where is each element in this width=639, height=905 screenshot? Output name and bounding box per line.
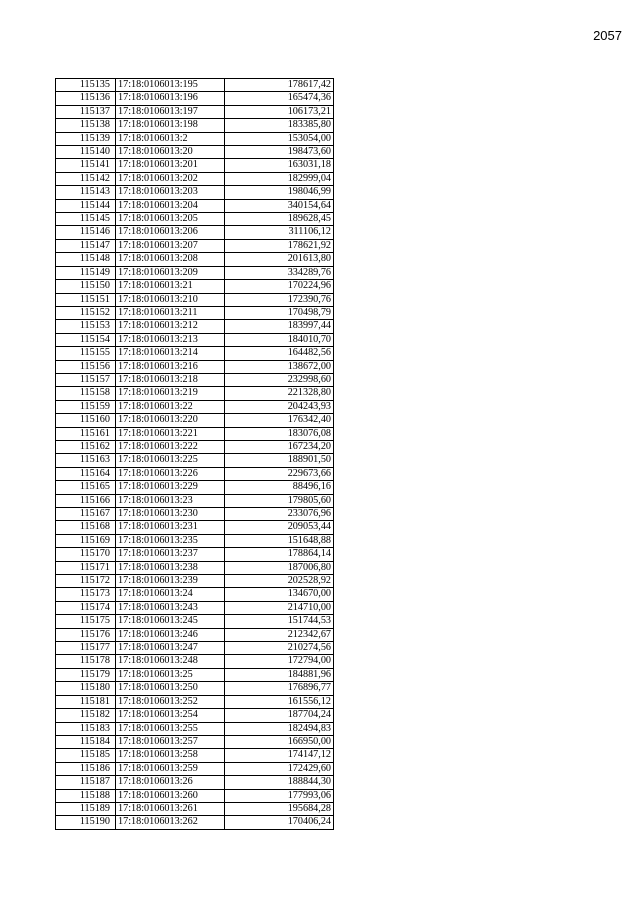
row-number-cell: 115169	[56, 534, 116, 547]
table-row	[56, 508, 334, 521]
table-row	[56, 534, 334, 547]
row-number-cell: 115155	[56, 347, 116, 360]
cadastral-number-cell: 17:18:0106013:254	[116, 709, 225, 722]
row-number-cell: 115162	[56, 440, 116, 453]
table-row	[56, 601, 334, 614]
table-row	[56, 306, 334, 319]
value-cell: 202528,92	[225, 575, 334, 588]
cadastral-number-cell: 17:18:0106013:255	[116, 722, 225, 735]
table-row	[56, 172, 334, 185]
table-row	[56, 199, 334, 212]
value-cell: 188901,50	[225, 454, 334, 467]
cadastral-number-cell: 17:18:0106013:197	[116, 105, 225, 118]
row-number-cell: 115166	[56, 494, 116, 507]
table-row	[56, 789, 334, 802]
table-row	[56, 722, 334, 735]
cadastral-number-cell: 17:18:0106013:24	[116, 588, 225, 601]
table-row	[56, 709, 334, 722]
row-number-cell: 115184	[56, 735, 116, 748]
cadastral-number-cell: 17:18:0106013:245	[116, 615, 225, 628]
value-cell: 183385,80	[225, 119, 334, 132]
row-number-cell: 115135	[56, 79, 116, 92]
row-number-cell: 115163	[56, 454, 116, 467]
cadastral-number-cell: 17:18:0106013:211	[116, 306, 225, 319]
row-number-cell: 115159	[56, 400, 116, 413]
cadastral-number-cell: 17:18:0106013:258	[116, 749, 225, 762]
value-cell: 182494,83	[225, 722, 334, 735]
table-row	[56, 414, 334, 427]
row-number-cell: 115150	[56, 280, 116, 293]
row-number-cell: 115178	[56, 655, 116, 668]
registry-table-body	[56, 79, 334, 830]
cadastral-number-cell: 17:18:0106013:229	[116, 481, 225, 494]
page-number: 2057	[593, 28, 622, 43]
row-number-cell: 115168	[56, 521, 116, 534]
table-row	[56, 588, 334, 601]
value-cell: 210274,56	[225, 642, 334, 655]
cadastral-number-cell: 17:18:0106013:226	[116, 467, 225, 480]
cadastral-number-cell: 17:18:0106013:206	[116, 226, 225, 239]
cadastral-number-cell: 17:18:0106013:21	[116, 280, 225, 293]
cadastral-number-cell: 17:18:0106013:219	[116, 387, 225, 400]
row-number-cell: 115157	[56, 373, 116, 386]
value-cell: 138672,00	[225, 360, 334, 373]
value-cell: 151744,53	[225, 615, 334, 628]
row-number-cell: 115187	[56, 776, 116, 789]
value-cell: 189628,45	[225, 213, 334, 226]
table-row	[56, 575, 334, 588]
value-cell: 176896,77	[225, 682, 334, 695]
table-row	[56, 816, 334, 829]
value-cell: 201613,80	[225, 253, 334, 266]
cadastral-number-cell: 17:18:0106013:225	[116, 454, 225, 467]
row-number-cell: 115139	[56, 132, 116, 145]
value-cell: 170498,79	[225, 306, 334, 319]
table-row	[56, 427, 334, 440]
value-cell: 172794,00	[225, 655, 334, 668]
table-row	[56, 400, 334, 413]
cadastral-number-cell: 17:18:0106013:238	[116, 561, 225, 574]
cadastral-number-cell: 17:18:0106013:259	[116, 762, 225, 775]
table-row	[56, 668, 334, 681]
row-number-cell: 115154	[56, 333, 116, 346]
table-row	[56, 642, 334, 655]
cadastral-number-cell: 17:18:0106013:235	[116, 534, 225, 547]
table-row	[56, 802, 334, 815]
table-row	[56, 213, 334, 226]
row-number-cell: 115171	[56, 561, 116, 574]
cadastral-number-cell: 17:18:0106013:216	[116, 360, 225, 373]
cadastral-number-cell: 17:18:0106013:201	[116, 159, 225, 172]
table-row	[56, 132, 334, 145]
cadastral-number-cell: 17:18:0106013:207	[116, 239, 225, 252]
cadastral-number-cell: 17:18:0106013:20	[116, 146, 225, 159]
value-cell: 183076,08	[225, 427, 334, 440]
cadastral-number-cell: 17:18:0106013:214	[116, 347, 225, 360]
table-row	[56, 239, 334, 252]
value-cell: 164482,56	[225, 347, 334, 360]
row-number-cell: 115167	[56, 508, 116, 521]
table-row	[56, 762, 334, 775]
table-row	[56, 695, 334, 708]
row-number-cell: 115152	[56, 306, 116, 319]
row-number-cell: 115138	[56, 119, 116, 132]
value-cell: 174147,12	[225, 749, 334, 762]
table-row	[56, 105, 334, 118]
cadastral-number-cell: 17:18:0106013:243	[116, 601, 225, 614]
value-cell: 176342,40	[225, 414, 334, 427]
value-cell: 182999,04	[225, 172, 334, 185]
value-cell: 184010,70	[225, 333, 334, 346]
table-row	[56, 266, 334, 279]
table-row	[56, 682, 334, 695]
cadastral-number-cell: 17:18:0106013:23	[116, 494, 225, 507]
table-row	[56, 548, 334, 561]
table-row	[56, 494, 334, 507]
table-row	[56, 159, 334, 172]
value-cell: 163031,18	[225, 159, 334, 172]
cadastral-number-cell: 17:18:0106013:262	[116, 816, 225, 829]
row-number-cell: 115141	[56, 159, 116, 172]
row-number-cell: 115148	[56, 253, 116, 266]
cadastral-number-cell: 17:18:0106013:209	[116, 266, 225, 279]
table-row	[56, 360, 334, 373]
row-number-cell: 115142	[56, 172, 116, 185]
table-row	[56, 387, 334, 400]
row-number-cell: 115144	[56, 199, 116, 212]
table-row	[56, 467, 334, 480]
value-cell: 209053,44	[225, 521, 334, 534]
table-row	[56, 92, 334, 105]
row-number-cell: 115147	[56, 239, 116, 252]
value-cell: 195684,28	[225, 802, 334, 815]
cadastral-number-cell: 17:18:0106013:222	[116, 440, 225, 453]
table-row	[56, 333, 334, 346]
row-number-cell: 115181	[56, 695, 116, 708]
table-row	[56, 454, 334, 467]
row-number-cell: 115137	[56, 105, 116, 118]
table-row	[56, 373, 334, 386]
cadastral-number-cell: 17:18:0106013:220	[116, 414, 225, 427]
row-number-cell: 115153	[56, 320, 116, 333]
row-number-cell: 115156	[56, 360, 116, 373]
value-cell: 178621,92	[225, 239, 334, 252]
value-cell: 198473,60	[225, 146, 334, 159]
cadastral-number-cell: 17:18:0106013:246	[116, 628, 225, 641]
cadastral-number-cell: 17:18:0106013:203	[116, 186, 225, 199]
table-row	[56, 481, 334, 494]
row-number-cell: 115185	[56, 749, 116, 762]
row-number-cell: 115186	[56, 762, 116, 775]
row-number-cell: 115179	[56, 668, 116, 681]
row-number-cell: 115174	[56, 601, 116, 614]
row-number-cell: 115140	[56, 146, 116, 159]
value-cell: 188844,30	[225, 776, 334, 789]
cadastral-number-cell: 17:18:0106013:196	[116, 92, 225, 105]
table-row	[56, 615, 334, 628]
row-number-cell: 115173	[56, 588, 116, 601]
row-number-cell: 115164	[56, 467, 116, 480]
value-cell: 311106,12	[225, 226, 334, 239]
value-cell: 187006,80	[225, 561, 334, 574]
cadastral-number-cell: 17:18:0106013:239	[116, 575, 225, 588]
row-number-cell: 115160	[56, 414, 116, 427]
row-number-cell: 115182	[56, 709, 116, 722]
table-row	[56, 735, 334, 748]
registry-table	[55, 78, 334, 830]
value-cell: 178864,14	[225, 548, 334, 561]
value-cell: 167234,20	[225, 440, 334, 453]
cadastral-number-cell: 17:18:0106013:198	[116, 119, 225, 132]
cadastral-number-cell: 17:18:0106013:247	[116, 642, 225, 655]
cadastral-number-cell: 17:18:0106013:248	[116, 655, 225, 668]
row-number-cell: 115146	[56, 226, 116, 239]
cadastral-number-cell: 17:18:0106013:252	[116, 695, 225, 708]
cadastral-number-cell: 17:18:0106013:210	[116, 293, 225, 306]
cadastral-number-cell: 17:18:0106013:202	[116, 172, 225, 185]
value-cell: 88496,16	[225, 481, 334, 494]
value-cell: 166950,00	[225, 735, 334, 748]
value-cell: 221328,80	[225, 387, 334, 400]
value-cell: 161556,12	[225, 695, 334, 708]
table-row	[56, 776, 334, 789]
row-number-cell: 115177	[56, 642, 116, 655]
cadastral-number-cell: 17:18:0106013:2	[116, 132, 225, 145]
table-row	[56, 628, 334, 641]
value-cell: 172390,76	[225, 293, 334, 306]
row-number-cell: 115189	[56, 802, 116, 815]
table-row	[56, 146, 334, 159]
cadastral-number-cell: 17:18:0106013:204	[116, 199, 225, 212]
row-number-cell: 115180	[56, 682, 116, 695]
row-number-cell: 115170	[56, 548, 116, 561]
row-number-cell: 115172	[56, 575, 116, 588]
row-number-cell: 115183	[56, 722, 116, 735]
cadastral-number-cell: 17:18:0106013:237	[116, 548, 225, 561]
value-cell: 170406,24	[225, 816, 334, 829]
table-row	[56, 253, 334, 266]
table-row	[56, 655, 334, 668]
value-cell: 204243,93	[225, 400, 334, 413]
table-row	[56, 749, 334, 762]
row-number-cell: 115136	[56, 92, 116, 105]
value-cell: 232998,60	[225, 373, 334, 386]
row-number-cell: 115190	[56, 816, 116, 829]
row-number-cell: 115175	[56, 615, 116, 628]
row-number-cell: 115143	[56, 186, 116, 199]
value-cell: 151648,88	[225, 534, 334, 547]
value-cell: 134670,00	[225, 588, 334, 601]
row-number-cell: 115151	[56, 293, 116, 306]
value-cell: 153054,00	[225, 132, 334, 145]
row-number-cell: 115188	[56, 789, 116, 802]
row-number-cell: 115149	[56, 266, 116, 279]
value-cell: 184881,96	[225, 668, 334, 681]
value-cell: 334289,76	[225, 266, 334, 279]
table-row	[56, 440, 334, 453]
cadastral-number-cell: 17:18:0106013:221	[116, 427, 225, 440]
cadastral-number-cell: 17:18:0106013:26	[116, 776, 225, 789]
cadastral-number-cell: 17:18:0106013:195	[116, 79, 225, 92]
cadastral-number-cell: 17:18:0106013:231	[116, 521, 225, 534]
cadastral-number-cell: 17:18:0106013:22	[116, 400, 225, 413]
value-cell: 187704,24	[225, 709, 334, 722]
value-cell: 172429,60	[225, 762, 334, 775]
cadastral-number-cell: 17:18:0106013:250	[116, 682, 225, 695]
value-cell: 177993,06	[225, 789, 334, 802]
value-cell: 170224,96	[225, 280, 334, 293]
value-cell: 198046,99	[225, 186, 334, 199]
value-cell: 179805,60	[225, 494, 334, 507]
cadastral-number-cell: 17:18:0106013:218	[116, 373, 225, 386]
table-row	[56, 521, 334, 534]
value-cell: 178617,42	[225, 79, 334, 92]
value-cell: 229673,66	[225, 467, 334, 480]
row-number-cell: 115158	[56, 387, 116, 400]
row-number-cell: 115176	[56, 628, 116, 641]
table-row	[56, 226, 334, 239]
cadastral-number-cell: 17:18:0106013:212	[116, 320, 225, 333]
value-cell: 214710,00	[225, 601, 334, 614]
table-row	[56, 347, 334, 360]
table-row	[56, 186, 334, 199]
row-number-cell: 115145	[56, 213, 116, 226]
table-row	[56, 280, 334, 293]
value-cell: 183997,44	[225, 320, 334, 333]
table-row	[56, 320, 334, 333]
cadastral-number-cell: 17:18:0106013:261	[116, 802, 225, 815]
cadastral-number-cell: 17:18:0106013:208	[116, 253, 225, 266]
table-row	[56, 293, 334, 306]
cadastral-number-cell: 17:18:0106013:25	[116, 668, 225, 681]
value-cell: 212342,67	[225, 628, 334, 641]
row-number-cell: 115161	[56, 427, 116, 440]
table-row	[56, 79, 334, 92]
cadastral-number-cell: 17:18:0106013:230	[116, 508, 225, 521]
cadastral-number-cell: 17:18:0106013:257	[116, 735, 225, 748]
row-number-cell: 115165	[56, 481, 116, 494]
cadastral-number-cell: 17:18:0106013:205	[116, 213, 225, 226]
value-cell: 106173,21	[225, 105, 334, 118]
table-row	[56, 119, 334, 132]
table-row	[56, 561, 334, 574]
cadastral-number-cell: 17:18:0106013:260	[116, 789, 225, 802]
value-cell: 340154,64	[225, 199, 334, 212]
value-cell: 165474,36	[225, 92, 334, 105]
value-cell: 233076,96	[225, 508, 334, 521]
cadastral-number-cell: 17:18:0106013:213	[116, 333, 225, 346]
